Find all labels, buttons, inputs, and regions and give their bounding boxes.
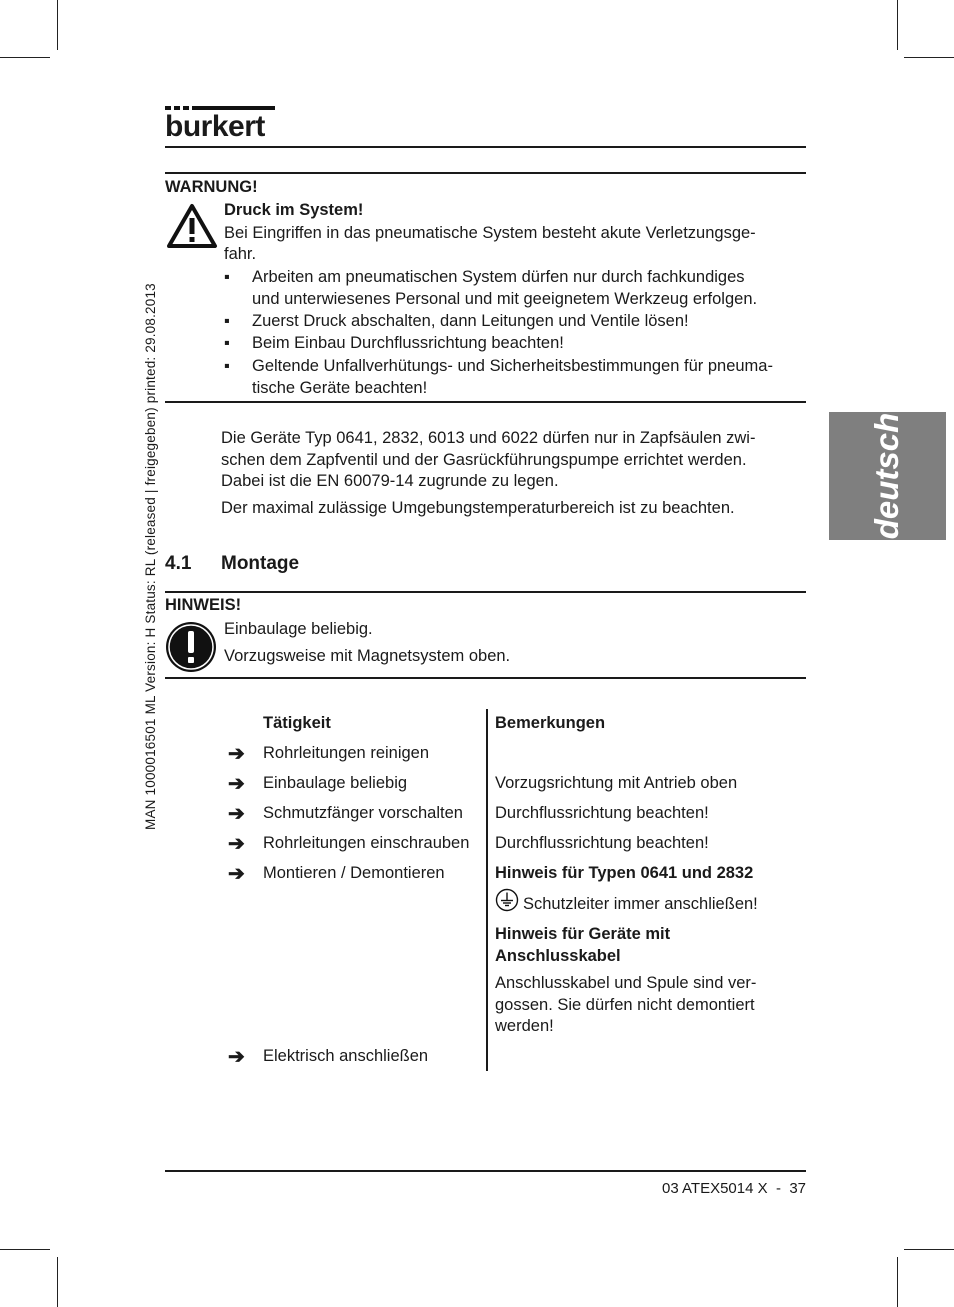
warning-bullet-line: Arbeiten am pneumatischen System dürfen nur durch fachkundiges bbox=[252, 268, 745, 286]
footer-separator: - bbox=[775, 1180, 781, 1197]
crop-mark bbox=[57, 1257, 58, 1307]
warning-top-rule bbox=[165, 172, 806, 174]
arrow-icon: ➔ bbox=[228, 743, 245, 765]
table-header-remarks: Bemerkungen bbox=[495, 714, 606, 732]
notice-bottom-rule bbox=[165, 677, 806, 679]
table-remark: Durchflussrichtung beachten! bbox=[495, 804, 709, 822]
arrow-icon: ➔ bbox=[228, 803, 245, 825]
warning-intro-cont: fahr. bbox=[224, 245, 257, 263]
section-number: 4.1 bbox=[165, 553, 192, 574]
body-paragraph: Der maximal zulässige Umgebungstemperaturbereich ist zu beachten. bbox=[221, 499, 735, 517]
language-tab-label: deutsch bbox=[868, 412, 905, 540]
arrow-icon: ➔ bbox=[228, 1046, 245, 1068]
warning-bullet-line: Beim Einbau Durchflussrichtung beachten! bbox=[252, 334, 564, 352]
ground-symbol-icon bbox=[495, 888, 519, 912]
notice-label: HINWEIS! bbox=[165, 596, 242, 614]
logo-text: burkert bbox=[165, 110, 265, 143]
body-line: Die Geräte Typ 0641, 2832, 6013 und 6022 dürfen nur in Zapfsäulen zwi- bbox=[221, 429, 756, 447]
crop-mark bbox=[897, 0, 898, 50]
document-status-text: MAN 1000016501 ML Version: H Status: RL (released | freigegeben) printed: 29.08.2013 bbox=[143, 283, 158, 830]
warning-bullet-line: Zuerst Druck abschalten, dann Leitungen und Ventile lösen! bbox=[252, 312, 689, 330]
warning-heading: Druck im System! bbox=[224, 201, 364, 219]
table-header-activity: Tätigkeit bbox=[263, 714, 331, 732]
notice-line: Vorzugsweise mit Magnetsystem oben. bbox=[224, 647, 511, 665]
table-activity: Schmutzfänger vorschalten bbox=[263, 804, 463, 822]
crop-mark bbox=[897, 1257, 898, 1307]
section-title: Montage bbox=[221, 553, 300, 574]
arrow-icon: ➔ bbox=[228, 833, 245, 855]
warning-bullet-line: Geltende Unfallverhütungs- und Sicherheitsbestimmungen für pneuma- bbox=[252, 357, 773, 375]
table-remark: Vorzugsrichtung mit Antrieb oben bbox=[495, 774, 738, 792]
warning-intro: Bei Eingriffen in das pneumatische System besteht akute Verletzungsge- bbox=[224, 224, 756, 242]
exclamation-circle-icon bbox=[165, 621, 217, 673]
table-remark: Durchflussrichtung beachten! bbox=[495, 834, 709, 852]
warning-bullet-line: tische Geräte beachten! bbox=[252, 378, 428, 397]
crop-mark bbox=[0, 1249, 50, 1250]
footer-rule bbox=[165, 1170, 806, 1172]
cable-text: Anschlusskabel und Spule sind ver- gossen. Sie dürfen nicht demontiert werden! bbox=[495, 974, 757, 1035]
crop-mark bbox=[904, 1249, 954, 1250]
language-tab bbox=[829, 412, 946, 540]
body-paragraph bbox=[221, 428, 806, 493]
table-remark-heading: Hinweis für Typen 0641 und 2832 bbox=[495, 864, 754, 882]
footer-text bbox=[662, 1180, 806, 1197]
crop-mark bbox=[904, 57, 954, 58]
arrow-icon: ➔ bbox=[228, 773, 245, 795]
table-activity: Rohrleitungen reinigen bbox=[263, 744, 430, 762]
cable-heading: Hinweis für Geräte mit Anschlusskabel bbox=[495, 925, 671, 965]
warning-bullet-line: und unterwiesenes Personal und mit geeignetem Werkzeug erfolgen. bbox=[252, 289, 758, 308]
notice-top-rule bbox=[165, 591, 806, 593]
crop-mark bbox=[57, 0, 58, 50]
ground-note-text: Schutzleiter immer anschließen! bbox=[523, 895, 758, 913]
warning-bottom-rule bbox=[165, 401, 806, 403]
footer-doc: 03 ATEX5014 X bbox=[661, 1180, 768, 1197]
warning-label: WARNUNG! bbox=[165, 178, 258, 196]
header-rule bbox=[165, 146, 806, 148]
body-line: Dabei ist die EN 60079-14 zugrunde zu legen. bbox=[221, 472, 559, 490]
table-activity: Montieren / Demontieren bbox=[263, 864, 445, 882]
notice-line: Einbaulage beliebig. bbox=[224, 620, 373, 638]
arrow-icon: ➔ bbox=[228, 863, 245, 885]
warning-triangle-icon bbox=[166, 203, 218, 249]
table-activity: Elektrisch anschließen bbox=[263, 1047, 429, 1065]
table-activity: Rohrleitungen einschrauben bbox=[263, 834, 470, 852]
burkert-logo bbox=[165, 106, 275, 142]
table-divider bbox=[486, 709, 488, 1071]
table-activity: Einbaulage beliebig bbox=[263, 774, 408, 792]
crop-mark bbox=[0, 57, 50, 58]
body-line: schen dem Zapfventil und der Gasrückführungspumpe errichtet werden. bbox=[221, 450, 747, 469]
page-number: 37 bbox=[789, 1180, 806, 1197]
